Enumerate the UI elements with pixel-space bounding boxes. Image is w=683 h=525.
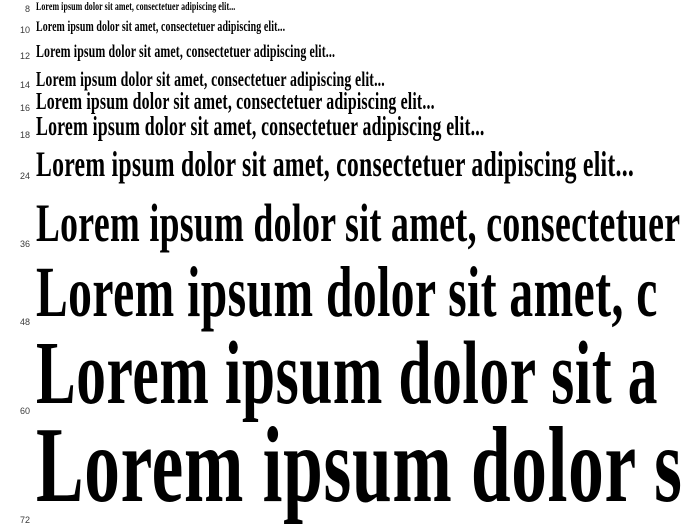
font-sample-row [0,68,650,90]
font-sample-row [0,112,650,146]
font-sample-text: Lorem ipsum dolor sit amet, consectetuer adipiscing elit... [36,89,435,115]
font-size-label: 72 [19,515,30,525]
font-sample-row [0,146,650,195]
font-sample-row [0,42,650,68]
font-size-label: 60 [19,406,30,416]
font-sample-row [0,0,650,20]
font-sample-text: Lorem ipsum dolor sit amet, consectetuer adipiscing elit... [36,144,635,184]
font-sample-row [0,406,683,525]
font-sample-text: Lorem ipsum dolor sit amet, consectetuer [36,193,681,253]
font-size-label: 36 [19,239,30,249]
font-size-label: 14 [19,80,30,90]
font-sample-text: Lorem ipsum dolor sit amet, c [36,252,658,332]
font-sample-row [0,193,681,255]
font-sample-row [0,20,650,42]
font-size-label: 12 [19,51,30,61]
font-sample-text: Lorem ipsum dolor sit a [36,324,659,423]
font-sample-row [0,89,650,115]
font-size-label: 8 [24,4,30,14]
font-sample-row [0,252,658,332]
font-sample-text: Lorem ipsum dolor sit amet, consectetuer adipiscing elit... [36,19,286,35]
font-size-label: 10 [19,25,30,35]
font-sample-text: Lorem ipsum dolor sit amet, consectetuer adipiscing elit... [36,0,236,13]
font-sample-text: Lorem ipsum dolor sit amet, consectetuer adipiscing elit... [36,111,485,141]
font-size-label: 18 [19,130,30,140]
font-size-label: 24 [19,171,30,181]
font-size-label: 16 [19,103,30,113]
font-sample-text: Lorem ipsum dolor sit amet, consectetuer adipiscing elit... [36,41,336,61]
font-sample-row [0,324,659,423]
font-sample-text: Lorem ipsum dolor s [36,406,683,525]
font-size-label: 48 [19,317,30,327]
font-sample-text: Lorem ipsum dolor sit amet, consectetuer adipiscing elit... [36,67,385,91]
